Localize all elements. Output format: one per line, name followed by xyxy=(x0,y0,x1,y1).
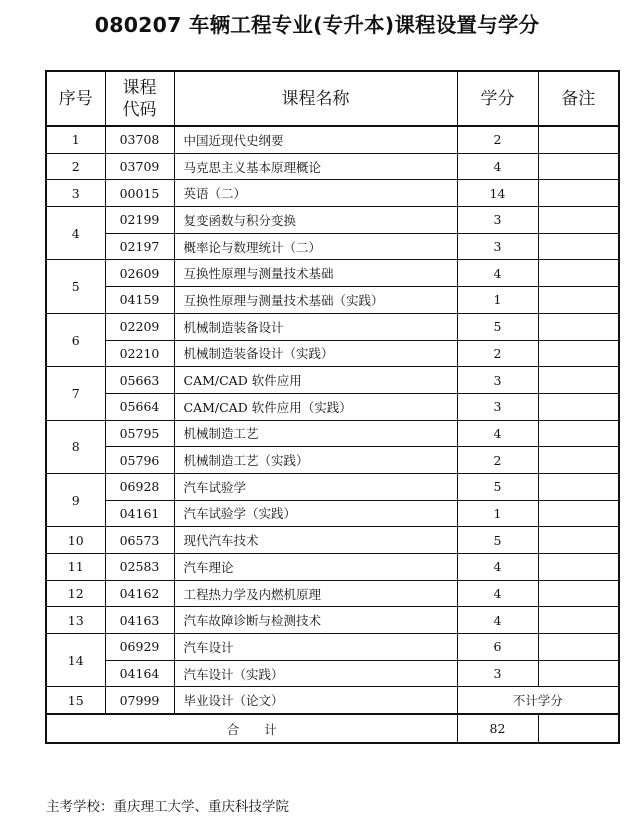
table-row xyxy=(46,126,619,153)
table-row xyxy=(46,554,619,581)
row-note xyxy=(538,313,619,340)
row-credit: 5 xyxy=(457,473,538,500)
row-course-name: 互换性原理与测量技术基础（实践） xyxy=(174,287,457,314)
row-seq: 1 xyxy=(46,126,105,153)
table-row xyxy=(46,660,619,687)
row-seq: 15 xyxy=(46,687,105,714)
table-row xyxy=(46,473,619,500)
table-row xyxy=(46,393,619,420)
row-note xyxy=(538,393,619,420)
course-table xyxy=(45,70,620,744)
row-course-name: 复变函数与积分变换 xyxy=(174,207,457,234)
total-note xyxy=(538,714,619,743)
row-credit: 4 xyxy=(457,153,538,180)
row-code: 04159 xyxy=(105,287,174,314)
row-course-name: 汽车故障诊断与检测技术 xyxy=(174,607,457,634)
page-title: 080207 车辆工程专业(专升本)课程设置与学分 xyxy=(94,13,540,37)
table-row xyxy=(46,260,619,287)
row-credit: 5 xyxy=(457,527,538,554)
row-code: 04162 xyxy=(105,580,174,607)
row-code: 04163 xyxy=(105,607,174,634)
row-course-name: 机械制造装备设计（实践） xyxy=(174,340,457,367)
row-code: 04161 xyxy=(105,500,174,527)
row-seq: 2 xyxy=(46,153,105,180)
row-seq: 14 xyxy=(46,634,105,687)
row-course-name: 汽车试验学 xyxy=(174,473,457,500)
row-note xyxy=(538,260,619,287)
row-credit: 6 xyxy=(457,634,538,661)
row-credit: 4 xyxy=(457,420,538,447)
row-credit: 2 xyxy=(457,447,538,474)
row-credit: 4 xyxy=(457,554,538,581)
table-row xyxy=(46,153,619,180)
row-note xyxy=(538,233,619,260)
row-course-name: 互换性原理与测量技术基础 xyxy=(174,260,457,287)
row-code: 06929 xyxy=(105,634,174,661)
row-note xyxy=(538,500,619,527)
row-credit: 3 xyxy=(457,367,538,394)
table-row xyxy=(46,580,619,607)
table-row xyxy=(46,207,619,234)
row-credit: 3 xyxy=(457,233,538,260)
row-seq: 5 xyxy=(46,260,105,313)
row-credit: 1 xyxy=(457,500,538,527)
row-code: 02209 xyxy=(105,313,174,340)
row-course-name: 汽车设计（实践） xyxy=(174,660,457,687)
row-code: 02199 xyxy=(105,207,174,234)
row-course-name: 汽车试验学（实践） xyxy=(174,500,457,527)
row-note xyxy=(538,340,619,367)
row-note xyxy=(538,660,619,687)
row-course-name: 工程热力学及内燃机原理 xyxy=(174,580,457,607)
row-note xyxy=(538,607,619,634)
row-course-name: 汽车理论 xyxy=(174,554,457,581)
row-code: 05795 xyxy=(105,420,174,447)
row-code: 03709 xyxy=(105,153,174,180)
row-note xyxy=(538,580,619,607)
row-credit: 3 xyxy=(457,207,538,234)
row-seq: 13 xyxy=(46,607,105,634)
table-row xyxy=(46,634,619,661)
row-note xyxy=(538,126,619,153)
row-seq: 10 xyxy=(46,527,105,554)
row-credit: 14 xyxy=(457,180,538,207)
row-code: 05664 xyxy=(105,393,174,420)
row-seq: 3 xyxy=(46,180,105,207)
table-row xyxy=(46,340,619,367)
row-code: 04164 xyxy=(105,660,174,687)
table-row xyxy=(46,313,619,340)
table-row xyxy=(46,527,619,554)
total-credit: 82 xyxy=(457,714,538,743)
row-seq: 4 xyxy=(46,207,105,260)
table-header-row xyxy=(46,71,619,126)
row-code: 02609 xyxy=(105,260,174,287)
table-row xyxy=(46,687,619,714)
row-course-name: 现代汽车技术 xyxy=(174,527,457,554)
row-credit: 2 xyxy=(457,126,538,153)
row-note xyxy=(538,420,619,447)
row-credit: 4 xyxy=(457,580,538,607)
row-course-name: CAM/CAD 软件应用 xyxy=(174,367,457,394)
row-credit: 5 xyxy=(457,313,538,340)
total-row xyxy=(46,714,619,743)
table-row xyxy=(46,607,619,634)
row-note xyxy=(538,180,619,207)
row-course-name: 毕业设计（论文） xyxy=(174,687,457,714)
row-code: 02197 xyxy=(105,233,174,260)
table-row xyxy=(46,420,619,447)
row-credit: 4 xyxy=(457,607,538,634)
row-code: 07999 xyxy=(105,687,174,714)
row-note xyxy=(538,554,619,581)
table-row xyxy=(46,233,619,260)
row-course-name: 机械制造工艺 xyxy=(174,420,457,447)
row-note xyxy=(538,153,619,180)
row-credit: 2 xyxy=(457,340,538,367)
row-credit: 3 xyxy=(457,393,538,420)
row-credit: 4 xyxy=(457,260,538,287)
row-code: 03708 xyxy=(105,126,174,153)
row-note xyxy=(538,367,619,394)
row-course-name: 机械制造装备设计 xyxy=(174,313,457,340)
row-code: 05663 xyxy=(105,367,174,394)
row-note xyxy=(538,634,619,661)
row-code: 06928 xyxy=(105,473,174,500)
row-credit: 不计学分 xyxy=(457,687,619,714)
table-row xyxy=(46,447,619,474)
row-seq: 8 xyxy=(46,420,105,473)
header-seq: 序号 xyxy=(46,71,105,126)
row-course-name: 马克思主义基本原理概论 xyxy=(174,153,457,180)
row-note xyxy=(538,207,619,234)
row-course-name: 机械制造工艺（实践） xyxy=(174,447,457,474)
row-note xyxy=(538,447,619,474)
row-course-name: 概率论与数理统计（二） xyxy=(174,233,457,260)
row-note xyxy=(538,473,619,500)
row-seq: 9 xyxy=(46,473,105,526)
table-row xyxy=(46,180,619,207)
row-code: 06573 xyxy=(105,527,174,554)
table-row xyxy=(46,500,619,527)
row-code: 00015 xyxy=(105,180,174,207)
row-seq: 12 xyxy=(46,580,105,607)
row-course-name: 英语（二） xyxy=(174,180,457,207)
header-name: 课程名称 xyxy=(174,71,457,126)
row-note xyxy=(538,287,619,314)
row-code: 02210 xyxy=(105,340,174,367)
table-row xyxy=(46,287,619,314)
total-label: 合 计 xyxy=(46,714,457,743)
header-code: 课程代码 xyxy=(105,71,174,126)
table-body xyxy=(46,126,619,714)
row-seq: 11 xyxy=(46,554,105,581)
row-note xyxy=(538,527,619,554)
row-code: 05796 xyxy=(105,447,174,474)
row-seq: 6 xyxy=(46,313,105,366)
row-code: 02583 xyxy=(105,554,174,581)
row-credit: 3 xyxy=(457,660,538,687)
row-course-name: 中国近现代史纲要 xyxy=(174,126,457,153)
row-credit: 1 xyxy=(457,287,538,314)
header-credit: 学分 xyxy=(457,71,538,126)
row-course-name: 汽车设计 xyxy=(174,634,457,661)
table-row xyxy=(46,367,619,394)
footer-schools: 主考学校：重庆理工大学、重庆科技学院 xyxy=(46,799,289,815)
row-seq: 7 xyxy=(46,367,105,420)
header-note: 备注 xyxy=(538,71,619,126)
row-course-name: CAM/CAD 软件应用（实践） xyxy=(174,393,457,420)
